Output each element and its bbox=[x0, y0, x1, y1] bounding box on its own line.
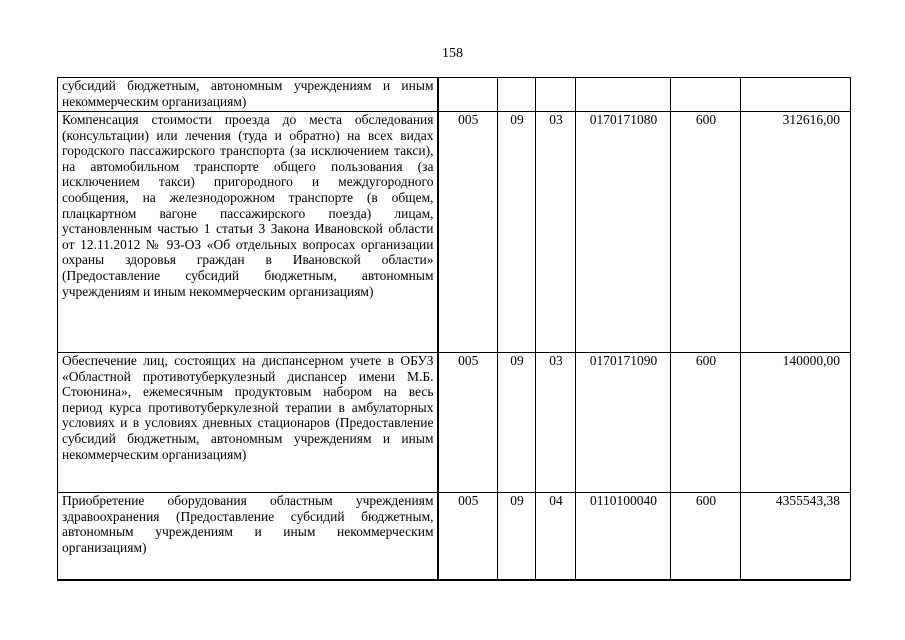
ministry-code: 005 bbox=[438, 353, 498, 493]
row-description: Обеспечение лиц, состоящих на диспансерном учете в ОБУЗ «Областной противотуберкулезный диспансер имени М.Б. Стоюнина», ежемесячным продуктовым набором на весь период курса противотуберкулезной терапии в амбулаторных условиях и в условиях дневных стационаров (Предоставление субсидий бюджетным, автономным учреждениям и иным некоммерческим организациям) bbox=[58, 353, 438, 493]
budget-table bbox=[57, 77, 851, 581]
table-row bbox=[58, 112, 851, 353]
section-code: 09 bbox=[498, 493, 536, 580]
page-number: 158 bbox=[442, 46, 463, 61]
section-code bbox=[498, 78, 536, 112]
target-article-code: 0110100040 bbox=[576, 493, 671, 580]
subsection-code bbox=[536, 78, 576, 112]
amount-value: 4355543,38 bbox=[741, 493, 851, 580]
subsection-code: 03 bbox=[536, 353, 576, 493]
table-row bbox=[58, 353, 851, 493]
ministry-code: 005 bbox=[438, 493, 498, 580]
section-code: 09 bbox=[498, 353, 536, 493]
amount-value bbox=[741, 78, 851, 112]
expense-type-code: 600 bbox=[671, 493, 741, 580]
subsection-code: 03 bbox=[536, 112, 576, 353]
target-article-code: 0170171090 bbox=[576, 353, 671, 493]
amount-value: 312616,00 bbox=[741, 112, 851, 353]
expense-type-code: 600 bbox=[671, 112, 741, 353]
ministry-code bbox=[438, 78, 498, 112]
row-description: Компенсация стоимости проезда до места обследования (консультации) или лечения (туда и обратно) на всех видах городского пассажирского транспорта (за исключением такси), на автомобильном транспорте общего пользования (за исключением такси) пригородного и междугородного сообщения, на железнодорожном транспорте (в общем, плацкартном вагоне пассажирского поезда) лицам, установленным частью 1 статьи 3 Закона Ивановской области от 12.11.2012 № 93-ОЗ «Об отдельных вопросах организации охраны здоровья граждан в Ивановской области» (Предоставление субсидий бюджетным, автономным учреждениям и иным некоммерческим организациям) bbox=[58, 112, 438, 353]
amount-value: 140000,00 bbox=[741, 353, 851, 493]
expense-type-code: 600 bbox=[671, 353, 741, 493]
table-row bbox=[58, 78, 851, 112]
subsection-code: 04 bbox=[536, 493, 576, 580]
row-description: субсидий бюджетным, автономным учреждениям и иным некоммерческим организациям) bbox=[58, 78, 438, 112]
section-code: 09 bbox=[498, 112, 536, 353]
expense-type-code bbox=[671, 78, 741, 112]
ministry-code: 005 bbox=[438, 112, 498, 353]
target-article-code bbox=[576, 78, 671, 112]
table-row bbox=[58, 493, 851, 580]
target-article-code: 0170171080 bbox=[576, 112, 671, 353]
row-description: Приобретение оборудования областным учреждениям здравоохранения (Предоставление субсидий бюджетным, автономным учреждениям и иным некоммерческим организациям) bbox=[58, 493, 438, 580]
